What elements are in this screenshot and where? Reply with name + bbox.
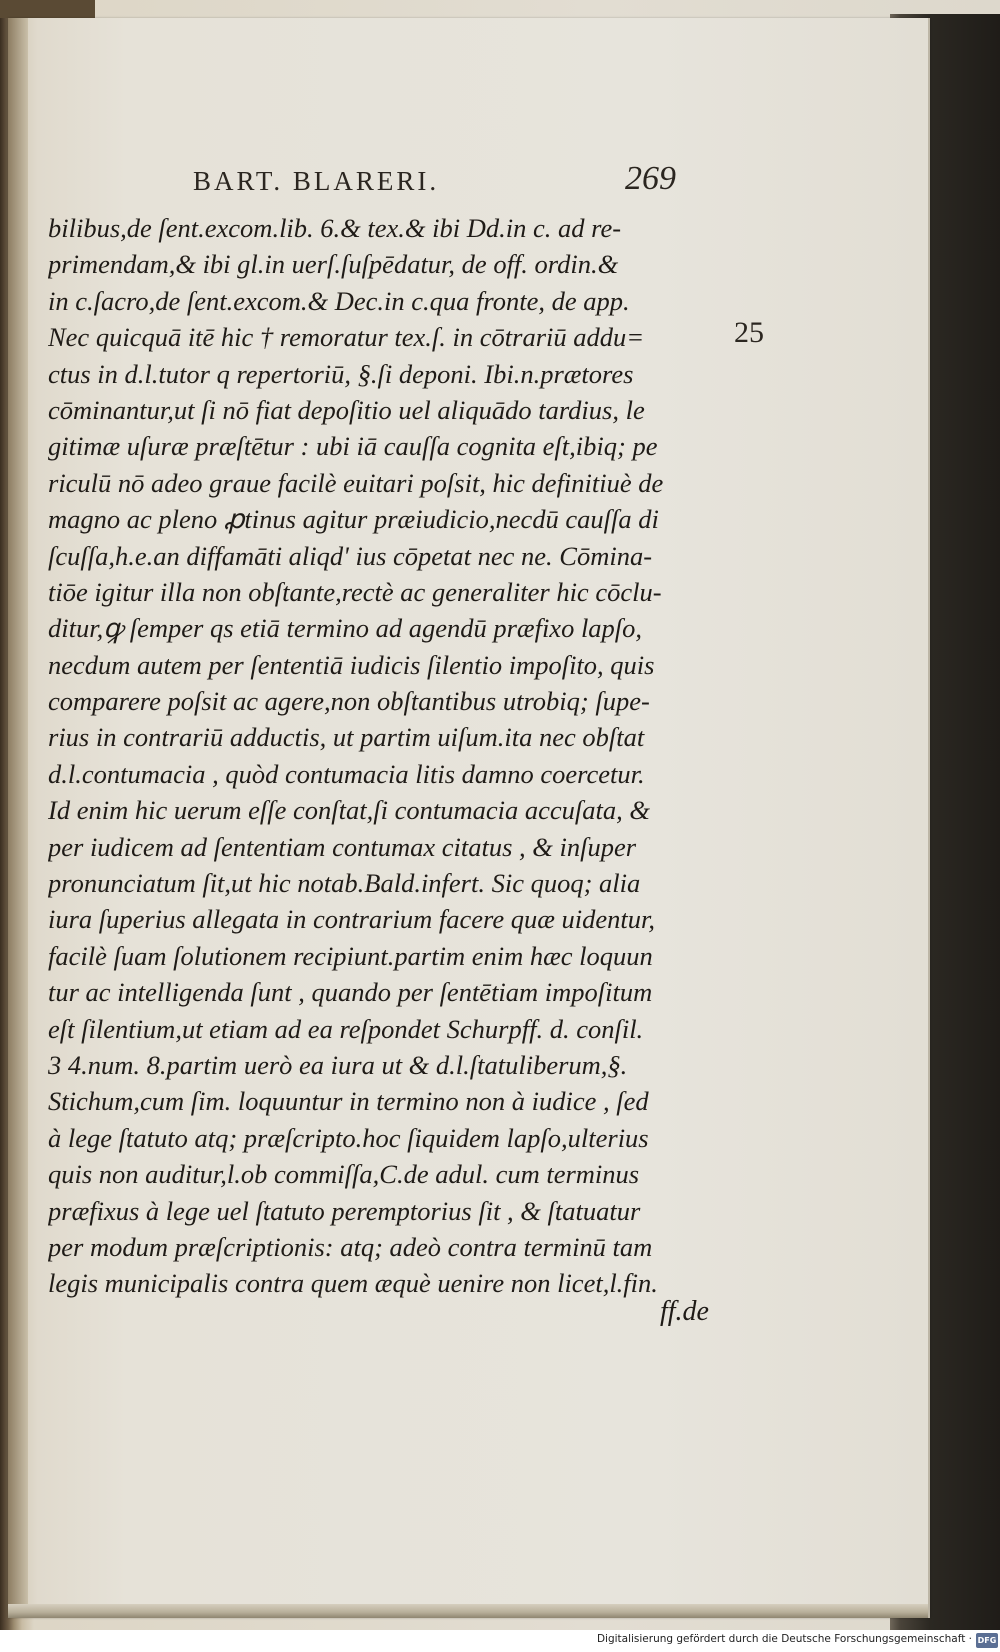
text-line: comparere poſsit ac agere,non obſtantibus utrobiq; ſupe- <box>48 686 650 717</box>
text-line: ſcuſſa,h.e.an diffamāti aliqd' ius cōpetat nec ne. Cōmina- <box>48 540 653 571</box>
dfg-logo-icon: DFG <box>976 1633 998 1648</box>
text-line: à lege ſtatuto atq; præſcripto.hoc ſiquidem lapſo,ulterius <box>48 1122 649 1153</box>
book-page <box>8 18 930 1618</box>
digitization-footer <box>0 1630 1000 1652</box>
page-gutter <box>8 18 28 1618</box>
text-line: pronunciatum ſit,ut hic notab.Bald.infert. Sic quoq; alia <box>48 868 641 899</box>
text-line: d.l.contumacia , quòd contumacia litis damno coercetur. <box>48 758 645 789</box>
text-line: eſt ſilentium,ut etiam ad ea reſpondet Schurpff. d. conſil. <box>48 1013 644 1044</box>
text-line: cōminantur,ut ſi nō fiat depoſitio uel aliquādo tardius, le <box>48 394 645 425</box>
text-line: primendam,& ibi gl.in uerſ.ſuſpēdatur, de off. ordin.& <box>48 249 619 280</box>
text-line: per modum præſcriptionis: atq; adeò contra terminū tam <box>48 1231 653 1262</box>
text-line: legis municipalis contra quem æquè uenire non licet,l.fin. <box>48 1268 658 1299</box>
page-bottom-edge <box>8 1604 928 1618</box>
text-line: tur ac intelligenda ſunt , quando per ſentētiam impoſitum <box>48 977 653 1008</box>
funding-credit: Digitalisierung gefördert durch die Deutsche Forschungsgemeinschaft · <box>596 1633 972 1645</box>
running-head: BART. BLARERI. <box>193 166 440 196</box>
page-header <box>8 160 928 206</box>
text-line: 3 4.num. 8.partim uerò ea iura ut & d.l.ſtatuliberum,§. <box>48 1049 628 1080</box>
text-line: riculū nō adeo graue facilè euitari poſsit, hic definitiuè de <box>48 467 664 498</box>
catchword: ff.de <box>660 1296 709 1327</box>
book-cover-corner <box>0 0 95 18</box>
page-number: 269 <box>625 160 676 197</box>
text-line: Id enim hic uerum eſſe conſtat,ſi contumacia accuſata, & <box>48 795 650 826</box>
text-line: rius in contrariū adductis, ut partim uiſum.ita nec obſtat <box>48 722 645 753</box>
text-line: facilè ſuam ſolutionem recipiunt.partim enim hæc loquun <box>48 940 653 971</box>
text-line: Stichum,cum ſim. loquuntur in termino non à iudice , ſed <box>48 1086 649 1117</box>
text-line: bilibus,de ſent.excom.lib. 6.& tex.& ibi Dd.in c. ad re- <box>48 213 622 243</box>
text-line: præfixus à lege uel ſtatuto peremptorius ſit , & ſtatuatur <box>48 1195 641 1226</box>
text-line: magno ac pleno ꝓtinus agitur præiudicio,necdū cauſſa di <box>48 504 659 535</box>
text-line: gitimæ uſuræ præſtētur : ubi iā cauſſa cognita eſt,ibiq; pe <box>48 431 658 462</box>
text-line: per iudicem ad ſententiam contumax citatus , & inſuper <box>48 831 637 862</box>
text-line: quis non auditur,l.ob commiſſa,C.de adul. cum terminus <box>48 1159 640 1190</box>
margin-line-number: 25 <box>734 316 764 349</box>
body-text <box>48 210 748 1302</box>
text-line: ditur,ꝙ ſemper qs etiā termino ad agendū præfixo lapſo, <box>48 613 643 644</box>
text-line: necdum autem per ſententiā iudicis ſilentio impoſito, quis <box>48 649 655 680</box>
text-line: tiōe igitur illa non obſtante,rectè ac generaliter hic cōclu- <box>48 576 662 607</box>
text-line: in c.ſacro,de ſent.excom.& Dec.in c.qua fronte, de app. <box>48 285 630 316</box>
text-line: iura ſuperius allegata in contrarium facere quæ uidentur, <box>48 904 656 935</box>
text-line: ctus in d.l.tutor q repertoriū, §.ſi deponi. Ibi.n.prætores <box>48 358 634 389</box>
text-line: Nec quicquā itē hic † remoratur tex.ſ. in cōtrariū addu= <box>48 322 645 353</box>
